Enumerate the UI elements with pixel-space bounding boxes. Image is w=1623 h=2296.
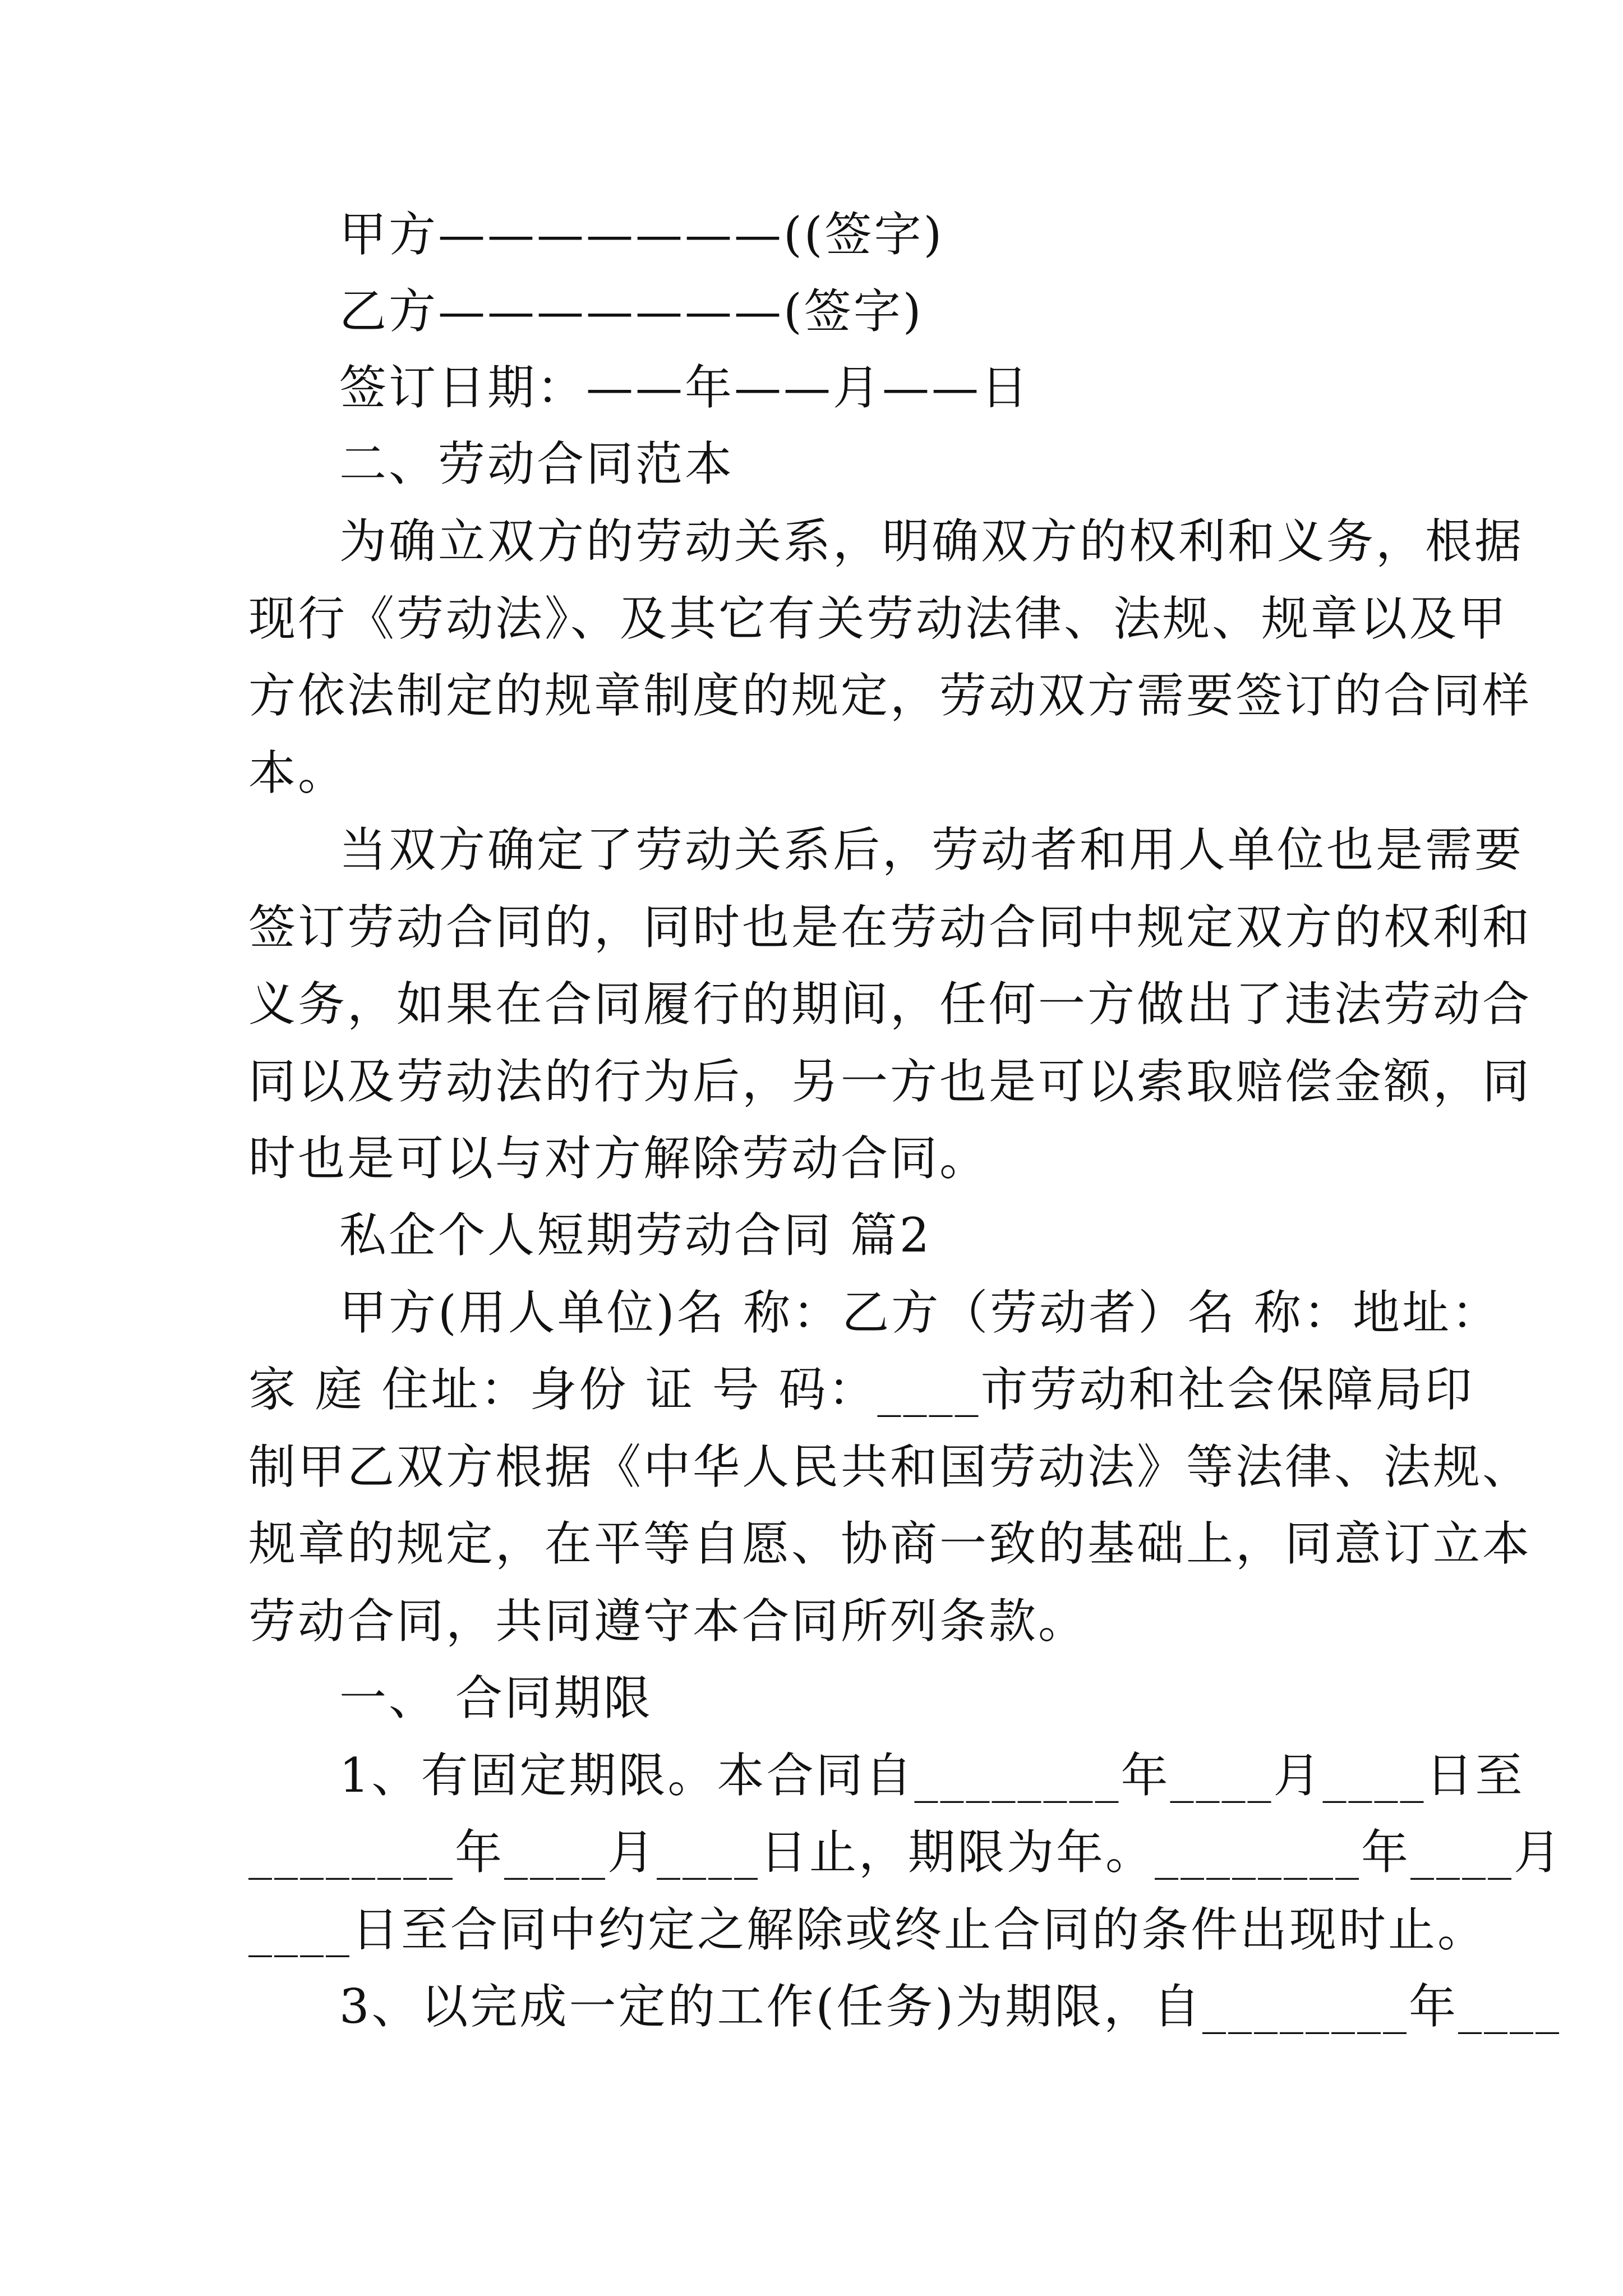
clause-heading: 一、 合同期限 [339,1671,653,1726]
paragraph-line: 方依法制定的规章制度的规定，劳动双方需要签订的合同样 [248,668,1532,723]
paragraph-line: 同以及劳动法的行为后，另一方也是可以索取赔偿金额，同 [248,1054,1532,1109]
paragraph-line: 时也是可以与对方解除劳动合同。 [248,1131,989,1186]
paragraph-line: 甲方(用人单位)名 称：乙方（劳动者）名 称：地址： [339,1285,1501,1340]
paragraph-line: 3、以完成一定的工作(任务)为期限，自________年____ [339,1979,1561,2034]
paragraph-line: 规章的规定，在平等自愿、协商一致的基础上，同意订立本 [248,1516,1532,1571]
contract-title: 私企个人短期劳动合同 篇2 [339,1208,932,1263]
party-b-signature-line: 乙方———————(签字) [339,284,924,339]
paragraph-line: 现行《劳动法》、及其它有关劳动法律、法规、规章以及甲 [248,591,1509,646]
paragraph-line: ____日至合同中约定之解除或终止合同的条件出现时止。 [248,1902,1487,1957]
paragraph-line: 1、有固定期限。本合同自________年____月____日至 [339,1748,1525,1803]
paragraph-line: 劳动合同，共同遵守本合同所列条款。 [248,1594,1088,1649]
paragraph-line: 为确立双方的劳动关系，明确双方的权利和义务，根据 [339,514,1524,569]
paragraph-line: ________年____月____日止，期限为年。________年____月 [248,1825,1564,1880]
paragraph-line: 制甲乙双方根据《中华人民共和国劳动法》等法律、法规、 [248,1439,1532,1494]
paragraph-line: 家 庭 住址：身份 证 号 码：____市劳动和社会保障局印 [248,1362,1474,1417]
paragraph-line: 当双方确定了劳动关系后，劳动者和用人单位也是需要 [339,822,1524,877]
signing-date-line: 签订日期：——年——月——日 [339,360,1031,415]
paragraph-line: 签订劳动合同的，同时也是在劳动合同中规定双方的权利和 [248,900,1532,955]
paragraph-line: 本。 [248,746,348,800]
party-a-signature-line: 甲方———————((签字) [339,207,944,262]
paragraph-line: 义务，如果在合同履行的期间，任何一方做出了违法劳动合 [248,977,1532,1032]
section-heading: 二、劳动合同范本 [339,436,735,491]
